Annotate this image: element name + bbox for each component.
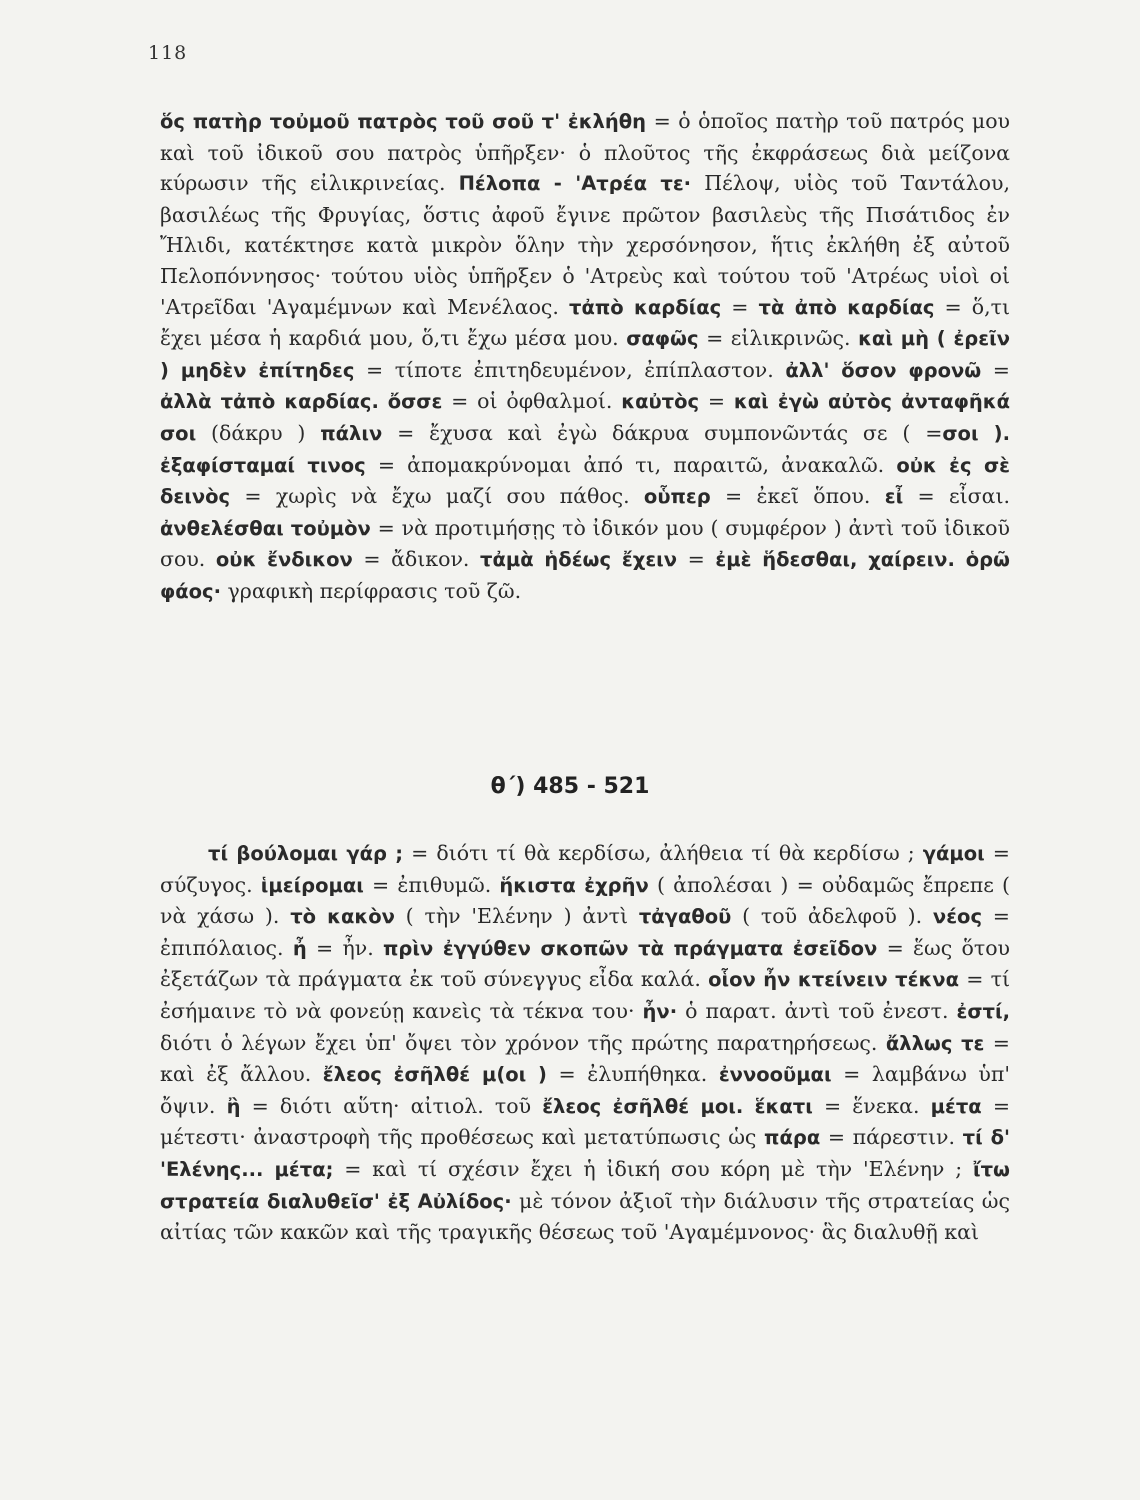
lemma-term: πρὶν ἐγγύθεν σκοπῶν τὰ πράγματα ἐσεῖδον <box>383 936 878 960</box>
lemma-term: πάλιν <box>320 421 383 445</box>
gloss-text: = ὅ,τι ἔχει μέσα ἡ καρδιά μου, ὅ,τι ἔχω μέσα μου. <box>160 294 1010 351</box>
gloss-text: ( ἀπολέσαι ) = οὐδαμῶς ἔπρεπε ( νὰ χάσω ). <box>160 872 1010 929</box>
lemma-term: οὗπερ <box>643 485 711 509</box>
commentary-paragraph-1 <box>160 106 1010 608</box>
lemma-term: τί βούλομαι γάρ ; <box>208 842 404 865</box>
gloss-text: = ἕως ὅτου ἐξετάζων τὰ πράγματα ἐκ τοῦ σύνεγγυς εἶδα καλά. <box>160 935 1010 992</box>
lemma-term: ἔλεος ἐσῆλθέ μοι. ἕκατι <box>542 1094 813 1118</box>
gloss-text: = νὰ προτιμήσῃς τὸ ἰδικόν μου ( συμφέρον ) ἀντὶ τοῦ ἰδικοῦ σου. <box>160 515 1010 572</box>
gloss-text: = ἦν. <box>306 935 383 960</box>
lemma-term: μέτα <box>930 1094 982 1118</box>
lemma-term: ἔλεος ἐσῆλθέ μ(οι ) <box>322 1063 547 1087</box>
lemma-term: οἷον ἦν κτείνειν τέκνα <box>708 968 959 992</box>
gloss-text: = καὶ ἐξ ἄλλου. <box>160 1030 1010 1087</box>
lemma-term: καὶ ἐγὼ αὐτὸς ἀνταφῆκά σοι <box>160 390 1010 445</box>
lemma-term: ἦ <box>292 936 307 960</box>
lemma-term: ἦν· <box>642 999 678 1023</box>
gloss-text: = τί ἐσήμαινε τὸ νὰ φονεύῃ κανεὶς τὰ τέκνα του· <box>160 967 1010 1023</box>
gloss-text: = λαμβάνω ὑπ' ὄψιν. <box>160 1062 1010 1118</box>
gloss-text: = τίποτε ἐπιτηδευμένον, ἐπίπλαστον. <box>354 357 786 382</box>
gloss-text: = <box>699 389 734 414</box>
gloss-text: ( τοῦ ἀδελφοῦ ). <box>731 904 933 929</box>
gloss-text: = εἰλικρινῶς. <box>698 326 859 351</box>
gloss-text <box>379 389 388 413</box>
gloss-text: Πέλοψ, υἱὸς τοῦ Ταντάλου, βασιλέως τῆς Φρυγίας, ὅστις ἀφοῦ ἔγινε πρῶτον βασιλεὺς τῆς Πισάτιδος ἐν Ἤλιδι, κατέκτησε κατὰ μικρὸν ὅλην τὴν χερσόνησον, ἥτις ἐκλήθη ἐξ αὐτοῦ Πελοπόννησος· τούτου υἱὸς ὑπῆρξεν ὁ 'Ατρεὺς καὶ τούτου τοῦ 'Ατρέως υἱοὶ οἱ 'Ατρεῖδαι 'Αγαμέμνων καὶ Μενέλαος. <box>160 171 1011 319</box>
gloss-text: = ἄδικον. <box>352 547 480 572</box>
lemma-term: ἄλλως τε <box>885 1031 985 1055</box>
gloss-text: = διότι τί θὰ κερδίσω, ἀλήθεια τί θὰ κερδίσω ; <box>403 841 923 865</box>
lemma-term: εἶ <box>884 485 904 509</box>
lemma-term: τὸ κακὸν <box>290 905 395 929</box>
lemma-term: πάρα <box>764 1126 821 1150</box>
gloss-text: μὲ τόνον ἀξιοῖ τὴν διάλυσιν τῆς στρατείας ὡς αἰτίας τῶν κακῶν καὶ τῆς τραγικῆς θέσεως τοῦ 'Αγαμέμνονος· ἃς διαλυθῇ καὶ <box>160 1188 1010 1245</box>
page-number: 118 <box>148 42 188 64</box>
lemma-term: ἐμὲ ἥδεσθαι, χαίρειν. ὁρῶ φάος· <box>160 548 1010 603</box>
lemma-term: ἥκιστα ἐχρῆν <box>499 873 649 897</box>
lemma-term: σοι ). <box>942 421 1010 445</box>
gloss-text: = διότι αὕτη· αἰτιολ. τοῦ <box>240 1093 543 1118</box>
gloss-text: = ἀπομακρύνομαι ἀπό τι, παραιτῶ, ἀνακαλῶ. <box>365 452 897 477</box>
lemma-term: ἐννοοῦμαι <box>718 1063 832 1087</box>
lemma-term: ἀλλ' ὅσον φρονῶ <box>785 358 982 382</box>
section-heading: θ΄) 485 - 521 <box>490 774 650 799</box>
gloss-text: (δάκρυ ) <box>196 420 321 445</box>
gloss-text: = οἱ ὀφθαλμοί. <box>442 389 622 414</box>
lemma-term: ὅς πατὴρ τοὐμοῦ πατρὸς τοῦ σοῦ τ' ἐκλήθη <box>160 110 647 133</box>
lemma-term: ἀλλὰ τἀπὸ καρδίας. <box>160 390 379 414</box>
lemma-term: καὶ μὴ ( ἐρεῖν ) μηδὲν ἐπίτηδες <box>160 327 1010 382</box>
gloss-text: = εἶσαι. <box>903 484 1010 509</box>
lemma-term: τἀγαθοῦ <box>638 905 732 929</box>
lemma-term: ἐξαφίσταμαί τινος <box>160 453 366 477</box>
gloss-text: = μέτεστι· ἀναστροφὴ τῆς προθέσεως καὶ μετατύπωσις ὡς <box>160 1093 1011 1150</box>
lemma-term: τί δ' 'Ελένης... μέτα; <box>160 1126 1010 1181</box>
lemma-term: ὄσσε <box>387 390 443 414</box>
lemma-term: σαφῶς <box>626 327 699 351</box>
lemma-term: καὐτὸς <box>621 390 700 414</box>
gloss-text: = ἐπιπόλαιος. <box>160 904 1010 960</box>
gloss-text: = σύζυγος. <box>160 841 1010 897</box>
lemma-term: ἐστί, <box>956 999 1011 1023</box>
gloss-text: = <box>981 357 1010 382</box>
lemma-term: Πέλοπα - 'Ατρέα τε· <box>458 172 692 196</box>
gloss-text: = ὁ ὁποῖος πατὴρ τοῦ πατρός μου καὶ τοῦ ἰδικοῦ σου πατρὸς ὑπῆρξεν· ὁ πλοῦτος τῆς ἐκφράσεως διὰ μείζονα κύρωσιν τῆς εἰλικρινείας. <box>160 109 1010 196</box>
lemma-term: οὐκ ἔνδικον <box>215 548 353 572</box>
lemma-term: ἀνθελέσθαι τοὐμὸν <box>160 516 371 540</box>
lemma-term: ἴτω στρατεία διαλυθεῖσ' ἐξ Αὐλίδος· <box>160 1157 1010 1213</box>
gloss-text: = ἕνεκα. <box>812 1093 931 1118</box>
lemma-term: τἀπὸ καρδίας <box>569 295 722 319</box>
gloss-text: = <box>721 294 759 319</box>
lemma-term: ἱμείρομαι <box>260 873 364 897</box>
gloss-text: = ἐπιθυμῶ. <box>363 872 500 897</box>
lemma-term: νέος <box>932 905 983 929</box>
gloss-text: = ἐλυπήθηκα. <box>546 1062 719 1087</box>
gloss-text: = ἐκεῖ ὅπου. <box>710 484 885 509</box>
lemma-term: ἢ <box>226 1094 241 1118</box>
lemma-term: τὰ ἀπὸ καρδίας <box>758 295 935 319</box>
lemma-term: οὐκ ἐς σὲ δεινὸς <box>160 453 1011 509</box>
lemma-term: τἀμὰ ἡδέως ἔχειν <box>480 548 678 572</box>
gloss-text: ( τὴν 'Ελένην ) ἀντὶ <box>394 904 639 929</box>
gloss-text: = <box>677 547 716 572</box>
gloss-text: = καὶ τί σχέσιν ἔχει ἡ ἰδική σου κόρη μὲ τὴν 'Ελένην ; <box>333 1156 973 1181</box>
lemma-term: γάμοι <box>922 842 985 865</box>
gloss-text: = χωρὶς νὰ ἔχω μαζί σου πάθος. <box>230 484 644 509</box>
gloss-text: διότι ὁ λέγων ἔχει ὑπ' ὄψει τὸν χρόνον τῆς πρώτης παρατηρήσεως. <box>160 1030 886 1055</box>
gloss-text: = πάρεστιν. <box>820 1125 963 1150</box>
gloss-text: ὁ παρατ. ἀντὶ τοῦ ἐνεστ. <box>677 998 957 1023</box>
commentary-paragraph-2 <box>160 838 1010 1248</box>
gloss-text: = ἔχυσα καὶ ἐγὼ δάκρυα συμπονῶντάς σε ( = <box>382 420 943 445</box>
gloss-text: γραφικὴ περίφρασις τοῦ ζῶ. <box>221 578 522 603</box>
